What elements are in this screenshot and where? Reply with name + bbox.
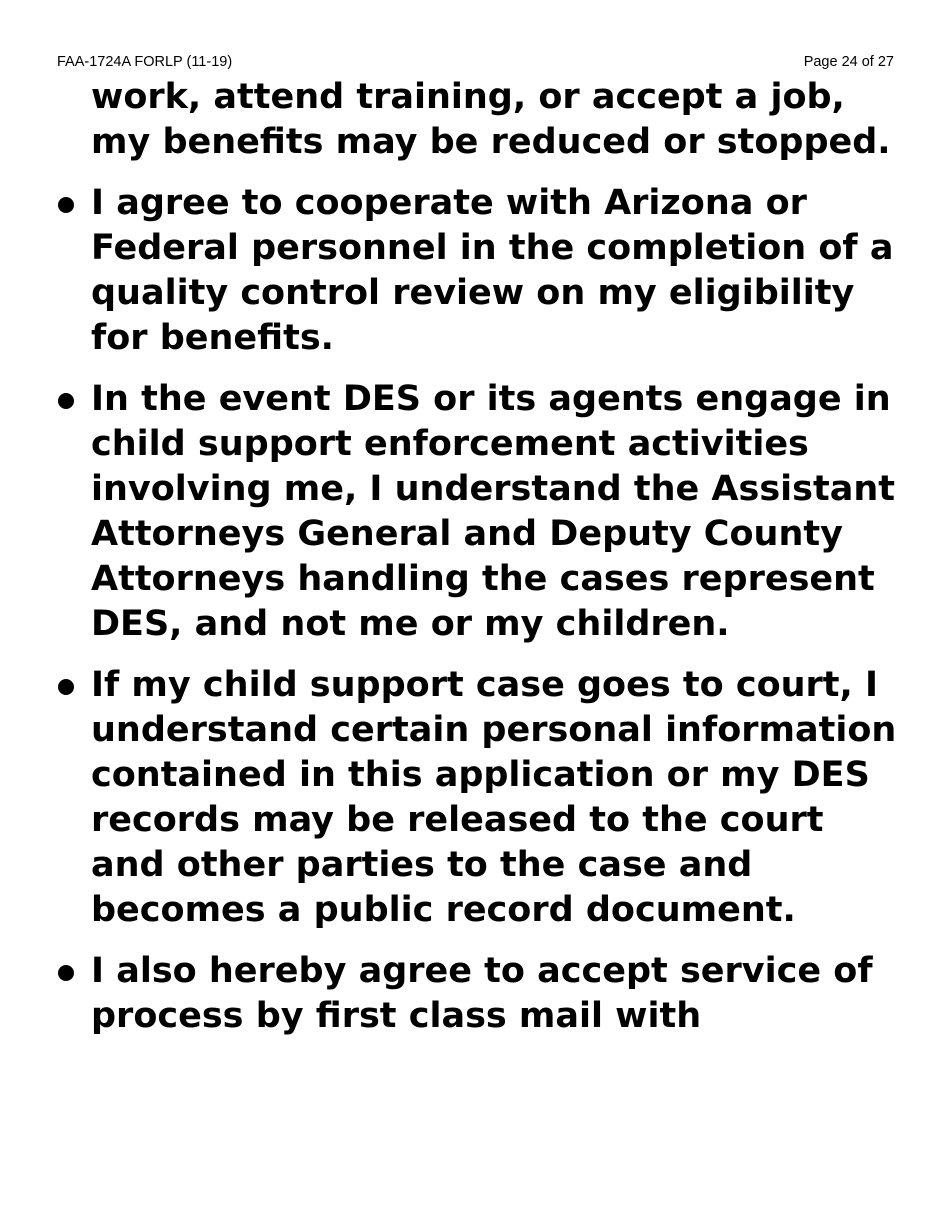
bullet-icon [58, 393, 74, 409]
bullet-text: I agree to cooperate with Arizona or Federal personnel in the completion of a quality control review on my eligibility for benefits. [91, 183, 894, 358]
bullet-text: If my child support case goes to court, I understand certain personal information contained in this application or my DES records may be released to the court and other parties to the case and becomes a public record document. [91, 665, 897, 930]
bullet-item [56, 377, 906, 647]
page-header [57, 53, 894, 73]
bullet-item [56, 663, 906, 933]
bullet-icon [58, 965, 74, 981]
bullet-text: In the event DES or its agents engage in child support enforcement activities involving me, I understand the Assistant Attorneys General and Deputy County Attorneys handling the cases represent DES, and not me or my children. [91, 379, 896, 644]
form-id: FAA-1724A FORLP (11-19) [57, 54, 233, 70]
continued-paragraph: work, attend training, or accept a job, my benefits may be reduced or stopped. [91, 77, 891, 162]
bullet-icon [58, 679, 74, 695]
bullet-icon [58, 197, 74, 213]
bullet-item [56, 949, 906, 1039]
bullet-text: I also hereby agree to accept service of process by first class mail with [91, 951, 873, 1036]
page-number: Page 24 of 27 [803, 54, 894, 70]
document-body [56, 75, 906, 1055]
bullet-item [56, 181, 906, 361]
